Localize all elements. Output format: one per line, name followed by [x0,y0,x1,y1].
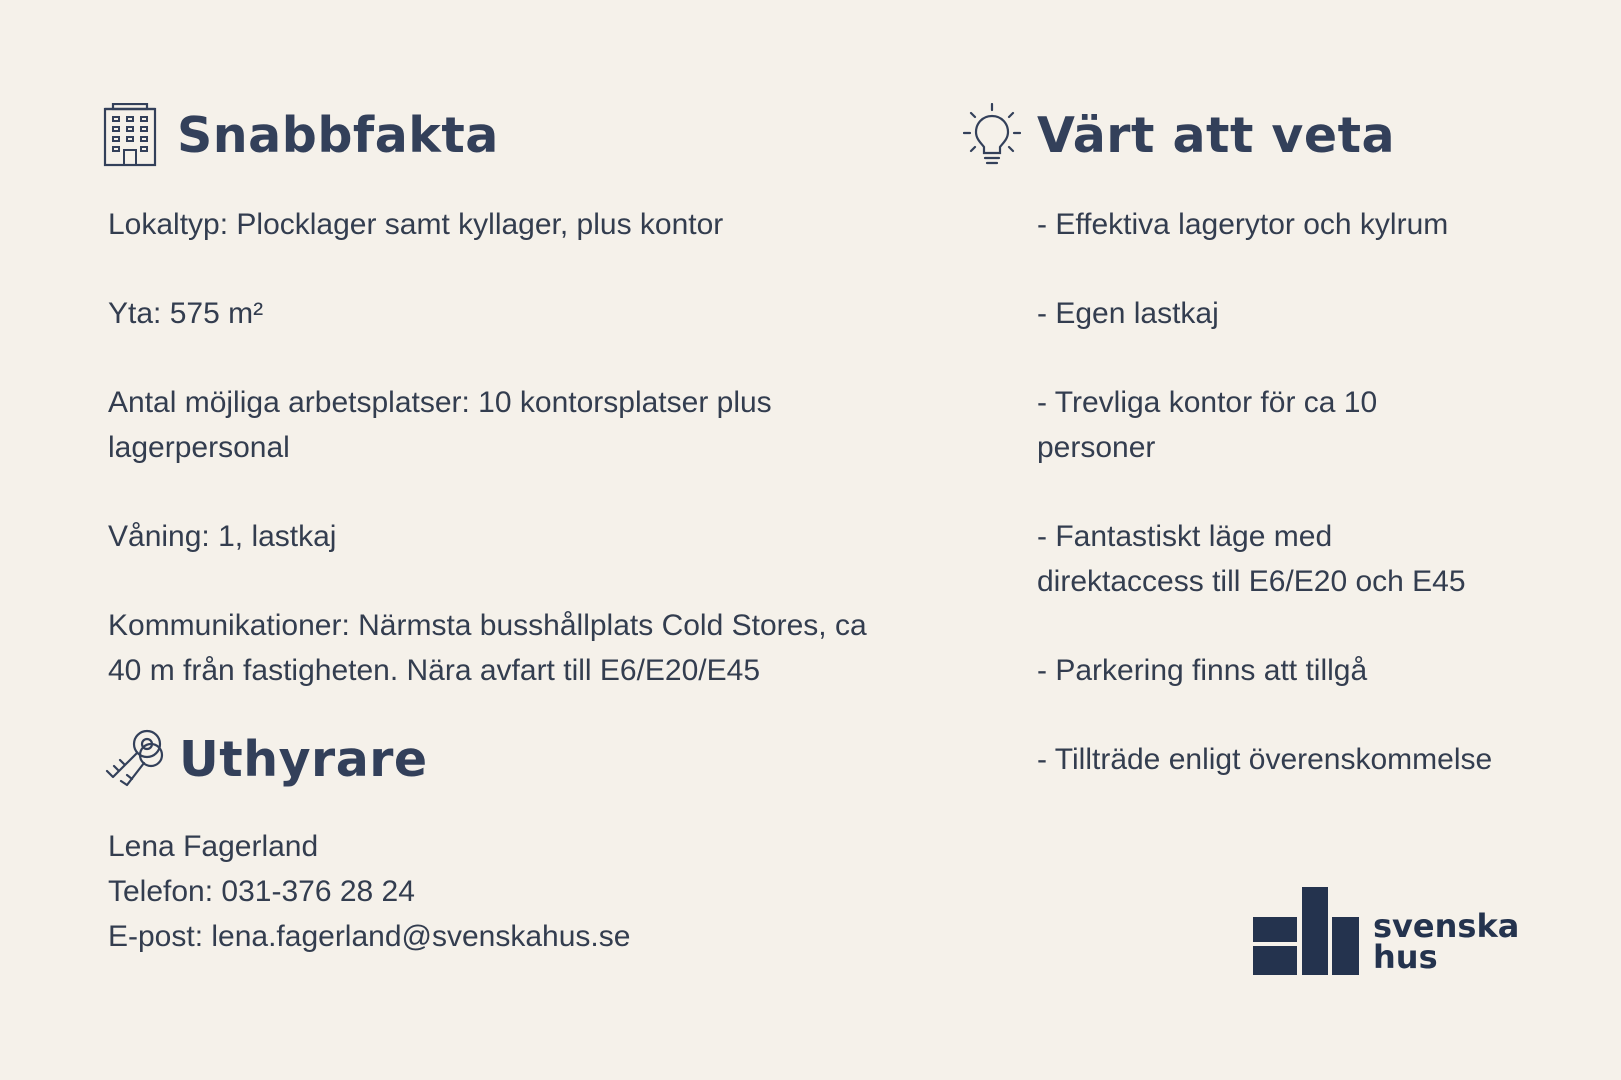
snabbfakta-heading [103,103,499,167]
text-line: - Fantastiskt läge med [1037,520,1333,553]
list-item [1037,380,1377,470]
section-title: Snabbfakta [177,106,499,164]
uthyrare-heading [103,727,428,791]
logo-line: hus [1373,938,1438,976]
text-line: personer [1037,431,1156,464]
yta-text: Yta: 575 m² [108,297,264,330]
list-item: - Tillträde enligt överenskommelse [1037,743,1493,776]
list-item: - Parkering finns att tillgå [1037,654,1368,687]
contact-block [108,824,630,959]
logo-wordmark [1373,907,1520,976]
contact-phone: Telefon: 031-376 28 24 [108,875,415,908]
text-line: - Trevliga kontor för ca 10 [1037,386,1378,419]
keys-icon [103,727,165,791]
contact-name: Lena Fagerland [108,830,319,863]
building-icon [103,103,157,167]
text-line: Antal möjliga arbetsplatser: 10 kontorsplatser plus [108,386,772,419]
arbetsplatser-text [108,380,772,470]
vaning-text: Våning: 1, lastkaj [108,520,337,553]
list-item: - Egen lastkaj [1037,297,1219,330]
lightbulb-icon [963,103,1021,167]
section-title: Värt att veta [1037,106,1396,164]
kommunikationer-text [108,603,867,693]
logo-mark-icon [1253,887,1359,975]
list-item [1037,514,1466,604]
text-line: Kommunikationer: Närmsta busshållplats Cold Stores, ca [108,609,867,642]
text-line: 40 m från fastigheten. Nära avfart till E6/E20/E45 [108,654,761,687]
section-title: Uthyrare [179,730,428,788]
text-line: direktaccess till E6/E20 och E45 [1037,565,1466,598]
lokaltyp-text: Lokaltyp: Plocklager samt kyllager, plus kontor [108,208,724,241]
svenska-hus-logo [1253,887,1519,975]
list-item: - Effektiva lagerytor och kylrum [1037,208,1449,241]
logo-line: svenska [1373,907,1520,945]
contact-email: E-post: lena.fagerland@svenskahus.se [108,920,631,953]
text-line: lagerpersonal [108,431,290,464]
vart-att-veta-heading [963,103,1395,167]
